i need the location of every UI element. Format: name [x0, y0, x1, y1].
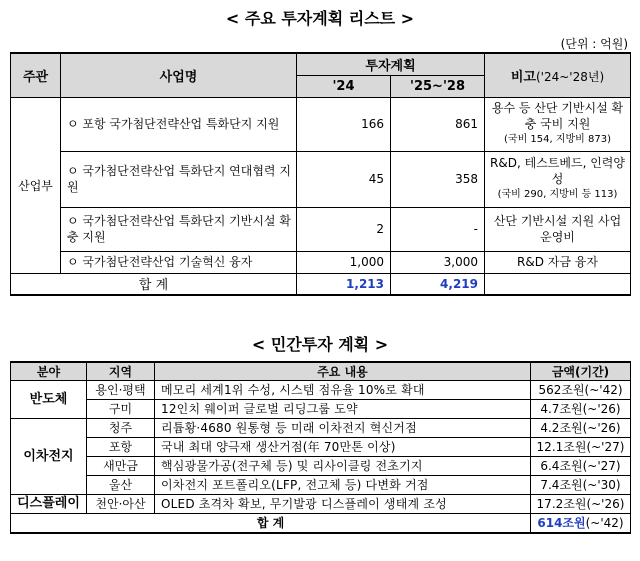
remarks-small-text: (국비 154, 지방비 873) — [504, 134, 612, 145]
header-remarks-label: 비고 — [510, 69, 536, 85]
remarks-cell — [485, 97, 631, 151]
value-25-28-cell: - — [391, 207, 485, 251]
region-cell: 구미 — [87, 400, 155, 419]
private-investment-title: < 민간투자 계획 > — [251, 335, 389, 354]
investment-plan-title: < 주요 투자계획 리스트 > — [225, 9, 415, 28]
remarks-cell: R&D 자금 융자 — [485, 251, 631, 273]
total-amount-cell — [531, 514, 631, 534]
content-cell: 이차전지 포트폴리오(LFP, 전고체 등) 다변화 거점 — [155, 476, 531, 495]
remarks-text: 용수 등 산단 기반시설 확충 국비 지원 — [491, 101, 624, 131]
content-cell: 메모리 세계1위 수성, 시스템 점유율 10%로 확대 — [155, 381, 531, 400]
table-row — [11, 495, 631, 514]
amount-cell: 7.4조원(~'30) — [531, 476, 631, 495]
header-remarks — [485, 53, 631, 97]
investment-plan-table — [10, 52, 631, 296]
header-region: 지역 — [87, 362, 155, 381]
value-25-28-cell: 861 — [391, 97, 485, 151]
table-row — [11, 251, 631, 273]
total-label: 합 계 — [11, 273, 297, 295]
region-cell: 천안·아산 — [87, 495, 155, 514]
total-row — [11, 273, 631, 295]
private-investment-table — [10, 361, 631, 534]
remarks-cell: 산단 기반시설 지원 사업 운영비 — [485, 207, 631, 251]
project-cell: ㅇ 국가첨단전략산업 기술혁신 융자 — [61, 251, 297, 273]
region-cell: 포항 — [87, 438, 155, 457]
content-cell: OLED 초격차 확보, 무기발광 디스플레이 생태계 조성 — [155, 495, 531, 514]
value-24-cell: 1,000 — [297, 251, 391, 273]
amount-cell: 6.4조원(~'27) — [531, 457, 631, 476]
header-field: 분야 — [11, 362, 87, 381]
value-24-cell: 45 — [297, 151, 391, 207]
ministry-cell: 산업부 — [11, 97, 61, 273]
amount-cell: 4.2조원(~'26) — [531, 419, 631, 438]
table-row — [11, 457, 631, 476]
table-row — [11, 400, 631, 419]
region-cell: 울산 — [87, 476, 155, 495]
value-25-28-cell: 3,000 — [391, 251, 485, 273]
content-cell: 리튬황·4680 원통형 등 미래 이차전지 혁신거점 — [155, 419, 531, 438]
value-24-cell: 166 — [297, 97, 391, 151]
total-24: 1,213 — [297, 273, 391, 295]
total-row — [11, 514, 631, 534]
region-cell: 용인·평택 — [87, 381, 155, 400]
project-cell: ㅇ 국가첨단전략산업 특화단지 연대협력 지원 — [61, 151, 297, 207]
header-ministry: 주관 — [11, 53, 61, 97]
total-amount: 614조원 — [537, 516, 586, 530]
value-24-cell: 2 — [297, 207, 391, 251]
header-year-25-28: '25~'28 — [391, 75, 485, 97]
total-label: 합 계 — [11, 514, 531, 534]
table-row — [11, 476, 631, 495]
content-cell: 12인치 웨이퍼 글로벌 리딩그룹 도약 — [155, 400, 531, 419]
region-cell: 청주 — [87, 419, 155, 438]
field-cell: 이차전지 — [11, 419, 87, 495]
remarks-cell — [485, 151, 631, 207]
project-cell: ㅇ 국가첨단전략산업 특화단지 기반시설 확충 지원 — [61, 207, 297, 251]
value-25-28-cell: 358 — [391, 151, 485, 207]
amount-cell: 562조원(~'42) — [531, 381, 631, 400]
table-row — [11, 151, 631, 207]
table-row — [11, 97, 631, 151]
amount-cell: 4.7조원(~'26) — [531, 400, 631, 419]
project-cell: ㅇ 포항 국가첨단전략산업 특화단지 지원 — [61, 97, 297, 151]
field-cell: 반도체 — [11, 381, 87, 419]
header-investment-plan: 투자계획 — [297, 53, 485, 75]
header-content: 주요 내용 — [155, 362, 531, 381]
field-cell: 디스플레이 — [11, 495, 87, 514]
unit-label: (단위 : 억원) — [560, 37, 628, 51]
remarks-text: R&D, 테스트베드, 인력양성 — [490, 156, 625, 186]
header-project: 사업명 — [61, 53, 297, 97]
table-row — [11, 419, 631, 438]
region-cell: 새만금 — [87, 457, 155, 476]
content-cell: 국내 최대 양극재 생산거점(年 70만톤 이상) — [155, 438, 531, 457]
content-cell: 핵심광물가공(전구체 등) 및 리사이클링 전초기지 — [155, 457, 531, 476]
total-period: (~'42) — [585, 516, 624, 530]
header-year-24: '24 — [297, 75, 391, 97]
amount-cell: 12.1조원(~'27) — [531, 438, 631, 457]
header-amount: 금액(기간) — [531, 362, 631, 381]
total-remarks — [485, 273, 631, 295]
remarks-small-text: (국비 290, 지방비 등 113) — [497, 189, 618, 200]
table-row — [11, 381, 631, 400]
table-row — [11, 207, 631, 251]
amount-cell: 17.2조원(~'26) — [531, 495, 631, 514]
header-remarks-period: ('24~'28년) — [536, 69, 605, 84]
total-25-28: 4,219 — [391, 273, 485, 295]
table-row — [11, 438, 631, 457]
